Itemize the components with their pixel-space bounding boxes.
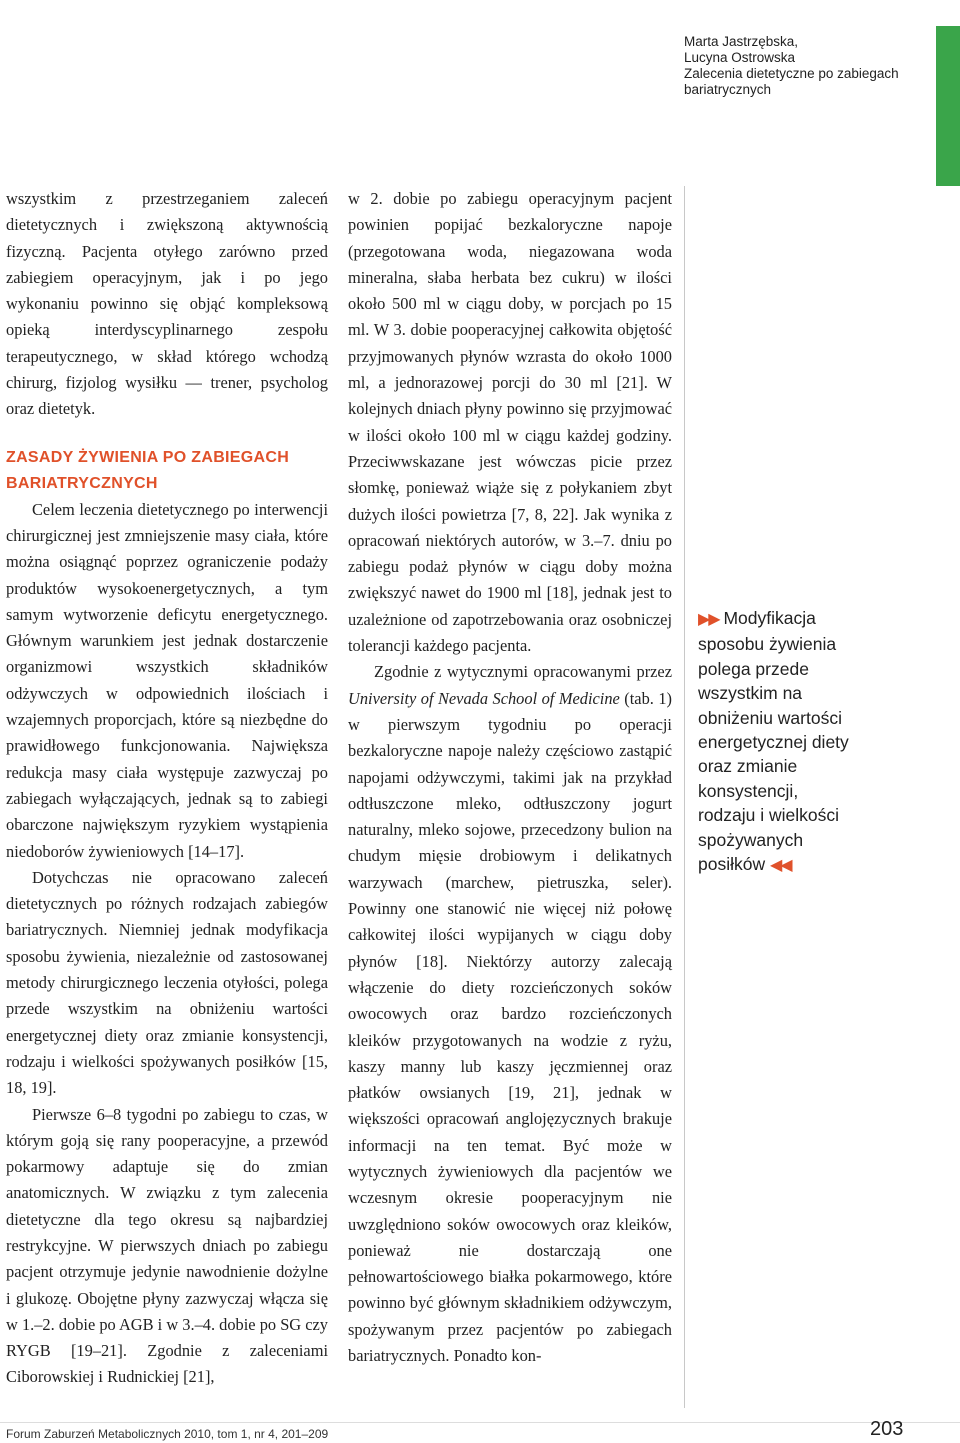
pull-quote xyxy=(698,606,858,878)
intro-paragraph: wszystkim z przestrzeganiem zaleceń dietetycznych i zwiększoną aktywnością fizyczną. Pacjenta otyłego zarówno przed zabiegiem operacyjnym, jak i po jego wykonaniu powinno się objąć kompleksową opieką interdyscyplinarnego zespołu terapeutycznego, w skład którego wchodzą chirurg, fizjolog wysiłku — trener, psycholog oraz dietetyk. xyxy=(6,189,328,419)
section-heading: ZASADY ŻYWIENIA PO ZABIEGACH BARIATRYCZNYCH xyxy=(6,448,290,492)
paragraph-2: Dotychczas nie opracowano zaleceń dietetycznych po różnych rodzajach zabiegów bariatrycznych. Niemniej jednak modyfikacja sposobu żywienia, niezależnie od zastosowanej metody chirurgicznego leczenia otyłości, polega przede wszystkim na obniżeniu wartości energetycznej diety oraz zmianie konsystencji, rodzaju i wielkości spożywanych posiłków [15, 18, 19]. xyxy=(6,867,328,1098)
mid-paragraph-2-start: Zgodnie z wytycznymi opracowanymi przez xyxy=(374,662,672,682)
close-arrows-icon: ◀◀ xyxy=(770,857,791,875)
mid-paragraph-2 xyxy=(348,659,672,1369)
open-arrows-icon: ▶▶ xyxy=(698,611,719,628)
left-column xyxy=(6,186,328,1391)
pull-quote-text: Modyfikacja sposobu żywienia polega przede wszystkim na obniżeniu wartości energetycznej diety oraz zmianie konsystencji, rodzaju i wielkości spożywanych posiłków xyxy=(698,608,849,875)
paragraph-3: Pierwsze 6–8 tygodni po zabiegu to czas, w którym goją się rany pooperacyjne, a przewód pokarmowy adaptuje się do zmian anatomicznych. W związku z tym zalecenia dietetyczne dla tego okresu są najbardziej restrykcyjne. W pierwszych dniach po zabiegu pacjent otrzymuje jedynie nawodnienie dożylne i glukozę. Obojętne płyny zazwyczaj włącza się w 1.–2. dobie po AGB i w 3.–4. dobie po SG czy RYGB [19–21]. Zgodnie z zaleceniami Ciborowskiej i Rudnickiej [21], xyxy=(6,1104,328,1387)
column-divider xyxy=(684,186,685,1408)
author-line-1: Marta Jastrzębska, xyxy=(684,34,799,49)
middle-column xyxy=(348,186,672,1369)
page-number: 203 xyxy=(870,1418,904,1440)
header-authors xyxy=(684,34,924,98)
journal-citation: Forum Zaburzeń Metabolicznych 2010, tom 1, nr 4, 201–209 xyxy=(6,1427,329,1441)
mid-paragraph-1: w 2. dobie po zabiegu operacyjnym pacjent powinien popijać bezkaloryczne napoje (przegotowana woda, niegazowana woda mineralna, słaba herbata bez cukru) w ilości około 500 ml w ciągu doby, w porcjach po 15 ml. W 3. dobie pooperacyjnej całkowita objętość przyjmowanych płynów wzrasta do około 1000 ml, a jednorazowej porcji do 30 ml [21]. W kolejnych dniach płyny powinno się przyjmować w ilości około 100 ml w ciągu każdej godziny. Przeciwwskazane jest wówczas picie przez słomkę, ponieważ wiąże się z połykaniem zbyt dużych ilości powietrza [7, 8, 22]. Jak wynika z opracowań niektórych autorów, w 3.–7. dniu po zabiegu podaż płynów w ciągu doby można zwiększyć nawet do 1900 ml [18], jednak jest to uzależnione od zapotrzebowania oraz osobniczej tolerancji każdego pacjenta. xyxy=(348,189,672,656)
paragraph-1: Celem leczenia dietetycznego po interwencji chirurgicznej jest zmniejszenie masy ciała, które można osiągnąć poprzez ograniczenie podaży produktów wysokoenergetycznych, a tym samym wytworzenie deficytu energetycznego. Głównym warunkiem jest jednak dostarczenie organizmowi wszystkich składników odżywczych w odpowiednich ilościach i wzajemnych proporcjach, które są niezbędne do prawidłowego funkcjonowania. Największa redukcja masy ciała występuje zazwyczaj po zabiegach wyłączających, jednak są to zabiegi obarczone największym ryzykiem wystąpienia niedoborów żywieniowych [14–17]. xyxy=(6,499,328,861)
author-line-2: Lucyna Ostrowska xyxy=(684,50,796,65)
green-accent-bar xyxy=(936,26,960,186)
article-title-line-1: Zalecenia dietetyczne po zabiegach xyxy=(684,66,899,81)
article-title-line-2: bariatrycznych xyxy=(684,82,772,97)
footer-divider xyxy=(0,1422,960,1423)
mid-paragraph-2-rest: (tab. 1) w pierwszym tygodniu po operacji bezkaloryczne napoje należy częściowo zastąpić napojami odżywczymi, takimi jak na przykład odtłuszczone mleko, odtłuszczony jogurt naturalny, mleko sojowe, przecedzony bulion na chudym mięsie drobiowym i delikatnych warzywach (marchew, pietruszka, seler). Powinny one stanowić nie więcej niż połowę całkowitej ilości wypijanych w ciągu doby płynów [18]. Niektórzy autorzy zalecają włączenie do diety rozcieńczonych soków owocowych oraz bardzo rozcieńczonych kleików przygotowanych na wodzie z ryżu, kaszy manny lub kaszy jęczmiennej oraz płatków owsianych [19, 21], jednak w większości opracowań anglojęzycznych brakuje informacji na ten temat. Być może w wytycznych żywieniowych dla pacjentów we wczesnym okresie pooperacyjnym nie uwzględniono soków owocowych oraz kleików, ponieważ nie dostarczają one pełnowartościowego białka pokarmowego, które powinno być głównym składnikiem odżywczym, spożywanym przez pacjentów po zabiegach bariatrycznych. Ponadto kon- xyxy=(348,688,672,1366)
university-name: University of Nevada School of Medicine xyxy=(348,688,620,708)
